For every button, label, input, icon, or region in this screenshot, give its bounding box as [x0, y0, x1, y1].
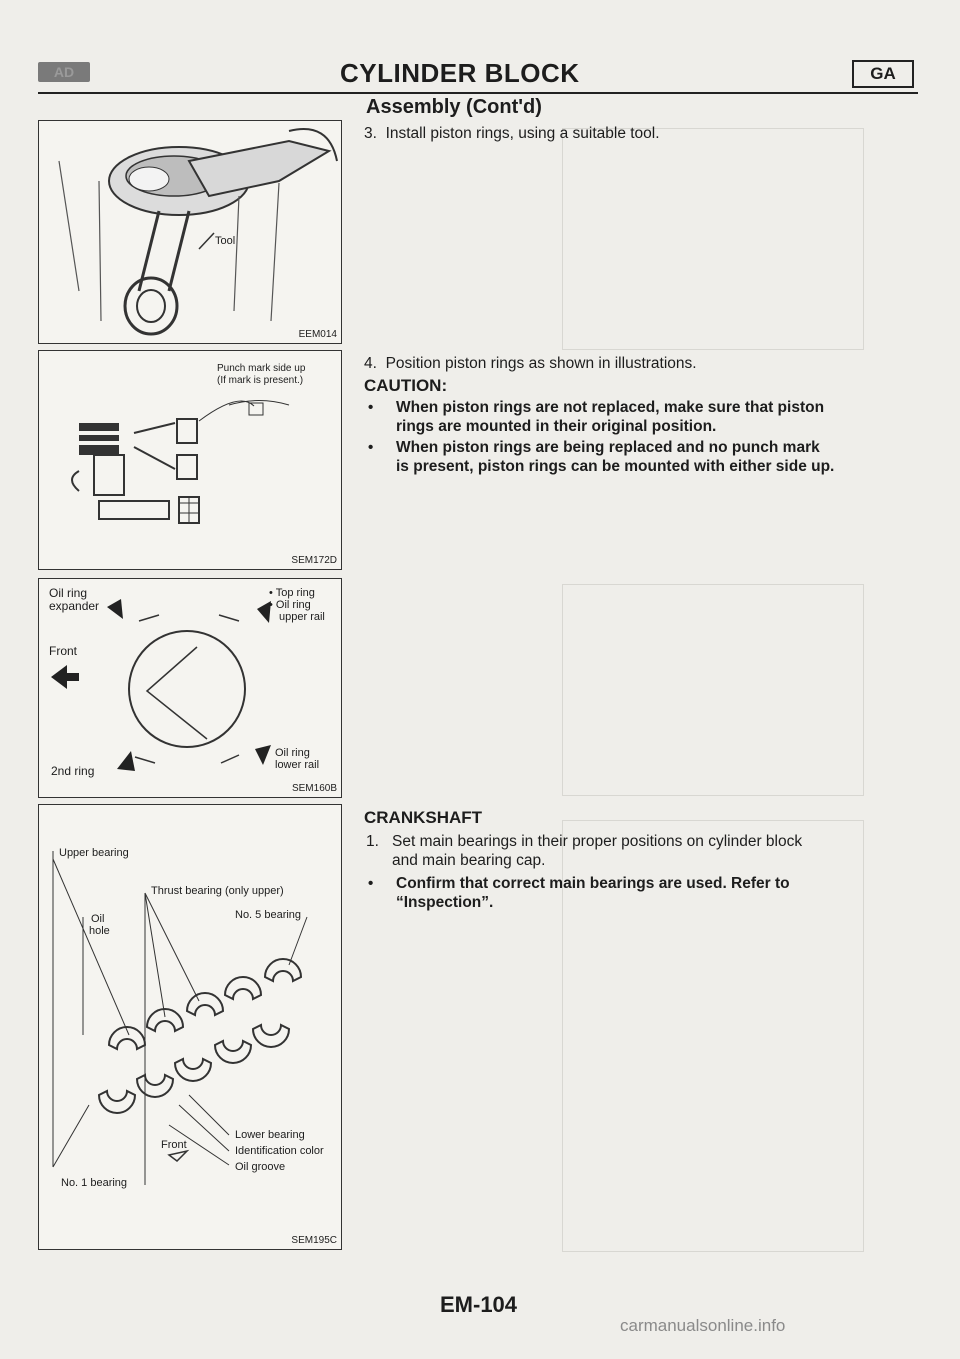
oil-ring-expander-line2: expander: [49, 599, 100, 613]
crankshaft-heading: CRANKSHAFT: [364, 808, 483, 827]
piston-ring-tool-illustration: [39, 121, 341, 343]
step-text: Position piston rings as shown in illustrations.: [385, 355, 697, 372]
punch-note-line1: Punch mark side up: [217, 363, 306, 374]
no1-bearing-label: No. 1 bearing: [61, 1177, 128, 1189]
step-line: and main bearing cap.: [392, 852, 546, 869]
page-title: CYLINDER BLOCK: [340, 58, 580, 88]
bullet-line: When piston rings are being replaced and no punch mark: [396, 439, 820, 456]
oil-groove-label: Oil groove: [235, 1161, 286, 1173]
step-text: Install piston rings, using a suitable tool.: [385, 125, 660, 142]
oil-hole-line1: Oil: [91, 913, 105, 925]
bullet-line: Confirm that correct main bearings are used. Refer to: [396, 875, 790, 892]
figure-ring-orientation: [38, 578, 342, 798]
punch-note-line2: (If mark is present.): [217, 375, 304, 386]
upper-bearing-label: Upper bearing: [59, 847, 129, 859]
figure-code: EEM014: [298, 329, 337, 340]
step-3: [364, 124, 660, 143]
figure-code: SEM160B: [291, 783, 337, 794]
caution-bullet-1: [368, 398, 868, 436]
bleed-through-panel: [562, 128, 864, 350]
oil-ring-expander-line1: Oil ring: [49, 586, 88, 600]
figure-ring-tool: [38, 120, 342, 344]
lower-bearing-label: Lower bearing: [235, 1129, 305, 1141]
oil-ring-upper-line2: upper rail: [279, 611, 325, 623]
bullet-line: is present, piston rings can be mounted with either side up.: [396, 458, 835, 475]
oil-ring-lower-line2: lower rail: [275, 759, 320, 771]
figure-main-bearings: [38, 804, 342, 1250]
identification-color-label: Identification color: [235, 1145, 324, 1157]
figure-punch-mark: [38, 350, 342, 570]
crankshaft-bullet: [368, 874, 868, 912]
caution-label: CAUTION:: [364, 376, 448, 395]
front-label: Front: [49, 644, 78, 658]
top-ring-label: • Top ring: [269, 587, 315, 599]
section-tag: AD: [38, 62, 90, 82]
bullet-line: rings are mounted in their original position.: [396, 418, 717, 435]
caution-bullet-2: [368, 438, 868, 476]
figure-code: SEM172D: [291, 555, 337, 566]
bullet-line: When piston rings are not replaced, make sure that piston: [396, 399, 825, 416]
engine-tag: GA: [852, 60, 914, 88]
tool-label: Tool: [215, 235, 236, 247]
oil-hole-line2: hole: [89, 925, 110, 937]
step-line: Set main bearings in their proper positions on cylinder block: [392, 833, 803, 850]
figure-code: SEM195C: [291, 1235, 337, 1246]
page-subtitle: Assembly (Cont'd): [366, 96, 542, 118]
second-ring-label: 2nd ring: [51, 764, 95, 778]
step-number: 4.: [364, 355, 377, 372]
page-number: EM-104: [440, 1292, 518, 1317]
thrust-bearing-label: Thrust bearing (only upper): [151, 885, 284, 897]
front-label: Front: [161, 1139, 187, 1151]
bullet-dot: •: [368, 875, 374, 892]
bleed-through-panel: [562, 584, 864, 796]
step-number: 1.: [366, 833, 379, 850]
bullet-dot: •: [368, 439, 374, 456]
step-number: 3.: [364, 125, 377, 142]
bullet-line: “Inspection”.: [396, 894, 494, 911]
oil-ring-upper-line1: • Oil ring: [269, 599, 311, 611]
crankshaft-step-1: [366, 832, 866, 870]
oil-ring-lower-line1: Oil ring: [275, 747, 310, 759]
step-4: [364, 354, 697, 373]
header-rule: [38, 92, 918, 94]
bullet-dot: •: [368, 399, 374, 416]
no5-bearing-label: No. 5 bearing: [235, 909, 302, 921]
watermark: carmanualsonline.info: [620, 1316, 786, 1335]
